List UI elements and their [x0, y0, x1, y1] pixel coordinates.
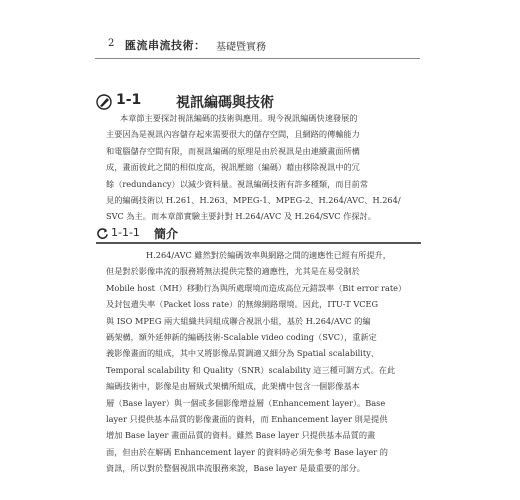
text-line: 資訊，所以對於整個視訊串流服務來說，Base layer 是最重要的部分。	[106, 463, 365, 474]
header-rule	[95, 58, 420, 59]
book-title: 匯流串流技術：	[125, 39, 206, 52]
text-line: 見的編碼技術以 H.261、H.263、MPEG-1、MPEG-2、H.264/AVC、H.264/	[106, 194, 401, 205]
text-line: 與 ISO MPEG 兩大組織共同組成聯合視訊小組，基於 H.264/AVC 的編	[106, 315, 371, 326]
subsection-number: 1-1-1	[111, 226, 140, 239]
text-line: layer 只提供基本品質的影像畫面的資料，而 Enhancement layer 則是提供	[106, 413, 388, 424]
subsection-title: 簡介	[154, 227, 179, 241]
text-line: 義影像畫面的組成，其中又將影像品質調適又細分為 Spatial scalability、	[106, 348, 380, 359]
text-line: 餘（redundancy）以減少資料量。視訊編碼技術有許多種類，而目前常	[106, 178, 369, 189]
text-line: 本章節主要探討視訊編碼的技術與應用。現今視訊編碼快速發展的	[120, 113, 358, 123]
pencil-icon	[96, 94, 112, 110]
paragraph-intro	[106, 110, 401, 225]
text-line: Temporal scalability 和 Quality（SNR）scalability 這三種可調方式。在此	[106, 364, 396, 375]
text-line: 和電腦儲存空間有限，而視訊編碼的原理是由於視訊是由連續畫面所構	[106, 145, 360, 156]
text-line: 增加 Base layer 畫面品質的資料。雖然 Base layer 只提供基本品質的畫	[106, 430, 376, 441]
text-line: Mobile host（MH）移動行為與所處環境而造成高位元錯誤率（Bit error rate）	[106, 282, 407, 293]
book-subtitle: 基礎暨實務	[216, 42, 266, 53]
cycle-arrow-icon	[96, 227, 109, 240]
text-line: H.264/AVC 雖然對於編碼效率與網路之間的適應性已經有所提升，	[146, 250, 391, 260]
text-line: SVC 為主。而本章節實驗主要針對 H.264/AVC 及 H.264/SVC 作探討。	[106, 211, 376, 222]
subsection-heading	[96, 226, 421, 244]
subsection-rule	[96, 242, 421, 244]
paragraph-overview	[106, 247, 406, 476]
page-number: 2	[108, 38, 115, 49]
text-line: 面，但由於在解碼 Enhancement layer 的資料時必須先參考 Base layer 的	[106, 446, 388, 457]
running-header	[108, 38, 408, 56]
section-title: 視訊編碼與技術	[176, 95, 274, 111]
text-line: 但是對於影像串流的服務將無法提供完整的適應性，尤其是在易受制於	[106, 266, 360, 277]
section-heading	[96, 92, 416, 112]
text-line: 層（Base layer）與一個或多個影像增益層（Enhancement layer）。Base	[106, 397, 386, 408]
text-line: 編碼技術中，影像是由層級式架構所組成，此架構中包含一個影像基本	[106, 381, 360, 392]
text-line: 主要因為是視訊內容儲存起來需要很大的儲存空間，且網路的傳輸能力	[106, 129, 360, 140]
text-line: 及封包遺失率（Packet loss rate）的無線網路環境。因此，ITU-T VCEG	[106, 299, 379, 310]
section-number: 1-1	[116, 92, 142, 108]
text-line: 碼架構，額外延伸新的編碼技術-Scalable video coding（SVC），重新定	[106, 331, 377, 342]
text-line: 成，畫面彼此之間的相似度高，視訊壓縮（編碼）藉由移除視訊中的冗	[106, 162, 360, 173]
